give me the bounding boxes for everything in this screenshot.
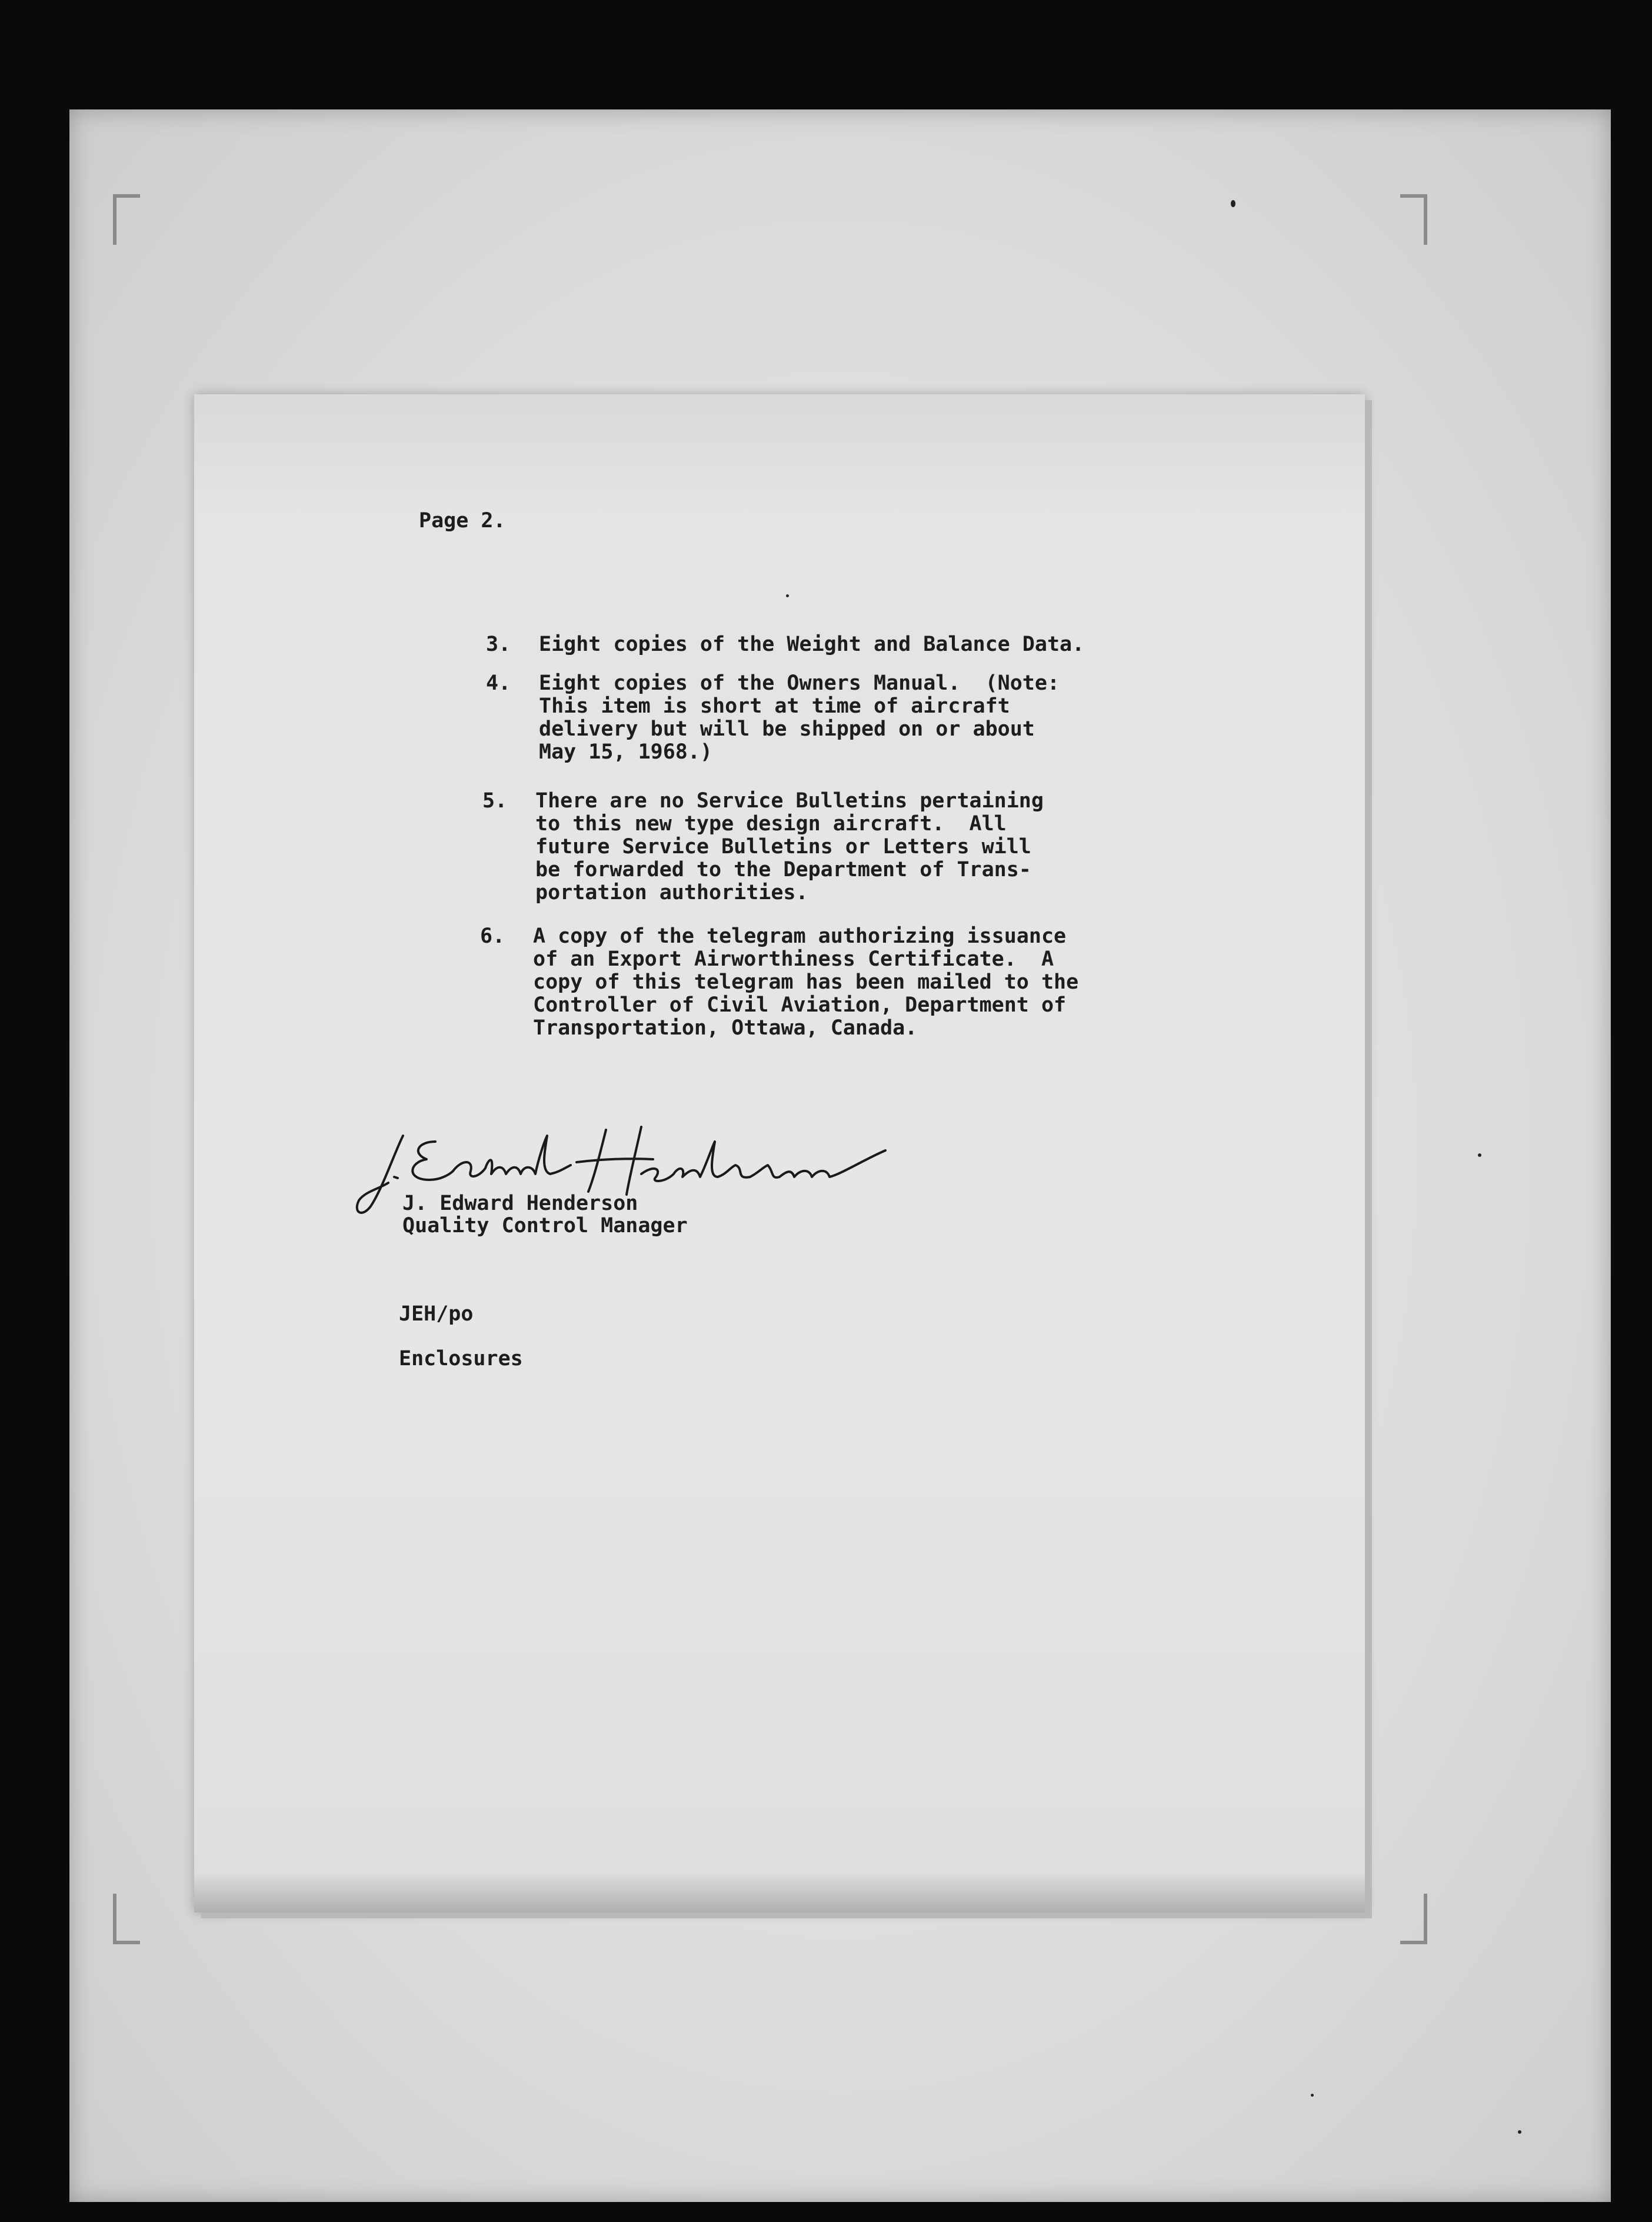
enclosures-note: Enclosures <box>399 1347 523 1371</box>
dust-speck <box>786 594 789 597</box>
crop-mark-bottom-right <box>1400 1894 1427 1944</box>
dust-speck <box>1311 2094 1314 2097</box>
sheet-bottom-shadow <box>194 1871 1365 1912</box>
list-item-text: Eight copies of the Owners Manual. (Note: This item is short at time of aircraft delivery but will be shipped on or about May 15, 1968.) <box>539 671 1060 764</box>
crop-mark-bottom-left <box>113 1894 140 1944</box>
crop-mark-top-right <box>1400 194 1427 245</box>
list-item-text: Eight copies of the Weight and Balance Data. <box>539 633 1085 656</box>
list-item-text: A copy of the telegram authorizing issuance of an Export Airworthiness Certificate. A copy of this telegram has been mailed to the Controller of Civil Aviation, Department of Transportation, Ottawa, Canada. <box>533 924 1079 1040</box>
list-item-number: 4. <box>486 671 511 695</box>
list-item-number: 5. <box>482 789 508 813</box>
dust-speck <box>1478 1153 1481 1157</box>
crop-mark-top-left <box>113 194 140 245</box>
dust-speck <box>1518 2130 1521 2134</box>
dust-speck <box>1231 200 1235 207</box>
list-item-number: 3. <box>486 633 511 656</box>
page-label: Page 2. <box>419 509 506 533</box>
list-item-text: There are no Service Bulletins pertaining to this new type design aircraft. All future Service Bulletins or Letters will be forwarded to the Department of Trans- portation authorities. <box>535 789 1044 904</box>
signer-title: Quality Control Manager <box>402 1214 688 1238</box>
list-item-number: 6. <box>480 924 505 948</box>
reference-initials: JEH/po <box>399 1302 474 1326</box>
signer-name: J. Edward Henderson <box>402 1192 638 1215</box>
